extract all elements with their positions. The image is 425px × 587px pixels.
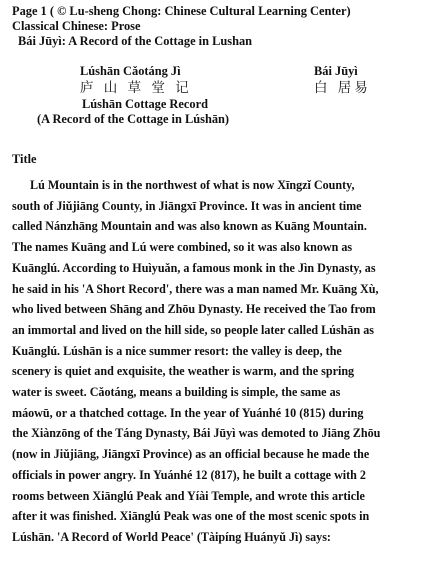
body-line: máowū, or a thatched cottage. In the year of Yuánhé 10 (815) during <box>12 405 364 420</box>
body-line: an immortal and lived on the hill side, so people later called Lúshān as <box>12 322 374 337</box>
title-chinese: 庐 山 草 堂 记 <box>80 80 192 96</box>
body-line: who lived between Shāng and Zhōu Dynasty. He received the Tao from <box>12 302 376 317</box>
author-chinese: 白 居易 <box>314 80 371 96</box>
body-line: Lúshān. 'A Record of World Peace' (Tàipíng Huányǔ Jì) says: <box>12 529 331 544</box>
body-paragraph <box>12 175 416 548</box>
body-line: The names Kuāng and Lú were combined, so it was also known as <box>12 240 353 255</box>
body-line: Kuānglú. According to Huìyuǎn, a famous monk in the Jìn Dynasty, as <box>12 260 376 275</box>
body-line: called Nánzhāng Mountain and was also known as Kuāng Mountain. <box>12 219 367 234</box>
body-line: the Xiànzōng of the Táng Dynasty, Bái Jūyì was demoted to Jiāng Zhōu <box>12 426 381 441</box>
lesson-heading: Bái Jūyì: A Record of the Cottage in Lushan <box>18 34 253 48</box>
body-line: officials in power angry. In Yuánhé 12 (817), he built a cottage with 2 <box>12 467 366 482</box>
body-line: he said in his 'A Short Record', there was a man named Mr. Kuāng Xù, <box>12 281 379 296</box>
body-line: scenery is quiet and exquisite, the weather is warm, and the spring <box>12 364 355 379</box>
course-heading: Classical Chinese: Prose <box>12 19 141 33</box>
body-line: (now in Jiǔjiāng, Jiāngxī Province) as an official because he made the <box>12 447 370 462</box>
title-block <box>37 64 280 127</box>
author-block <box>314 64 394 97</box>
body-line: after it was finished. Xiānglú Peak was one of the most scenic spots in <box>12 509 370 524</box>
body-line: south of Jiǔjiāng County, in Jiāngxī Province. It was in ancient time <box>12 198 362 213</box>
title-pinyin: Lúshān Cǎotáng Jì <box>80 64 181 78</box>
page-header-line: Page 1 ( © Lu-sheng Chong: Chinese Cultural Learning Center) <box>12 4 351 18</box>
body-line: Lú Mountain is in the northwest of what is now Xīngzǐ County, <box>30 178 355 192</box>
title-english: Lúshān Cottage Record <box>82 97 208 111</box>
body-line: rooms between Xiānglú Peak and Yíài Temple, and wrote this article <box>12 488 365 503</box>
author-pinyin: Bái Jūyì <box>314 64 358 78</box>
title-subtitle: (A Record of the Cottage in Lúshān) <box>37 112 230 126</box>
body-line: water is sweet. Cǎotáng, means a building is simple, the same as <box>12 385 341 400</box>
section-label: Title <box>12 152 37 166</box>
body-line: Kuānglú. Lúshān is a nice summer resort: the valley is deep, the <box>12 343 342 358</box>
